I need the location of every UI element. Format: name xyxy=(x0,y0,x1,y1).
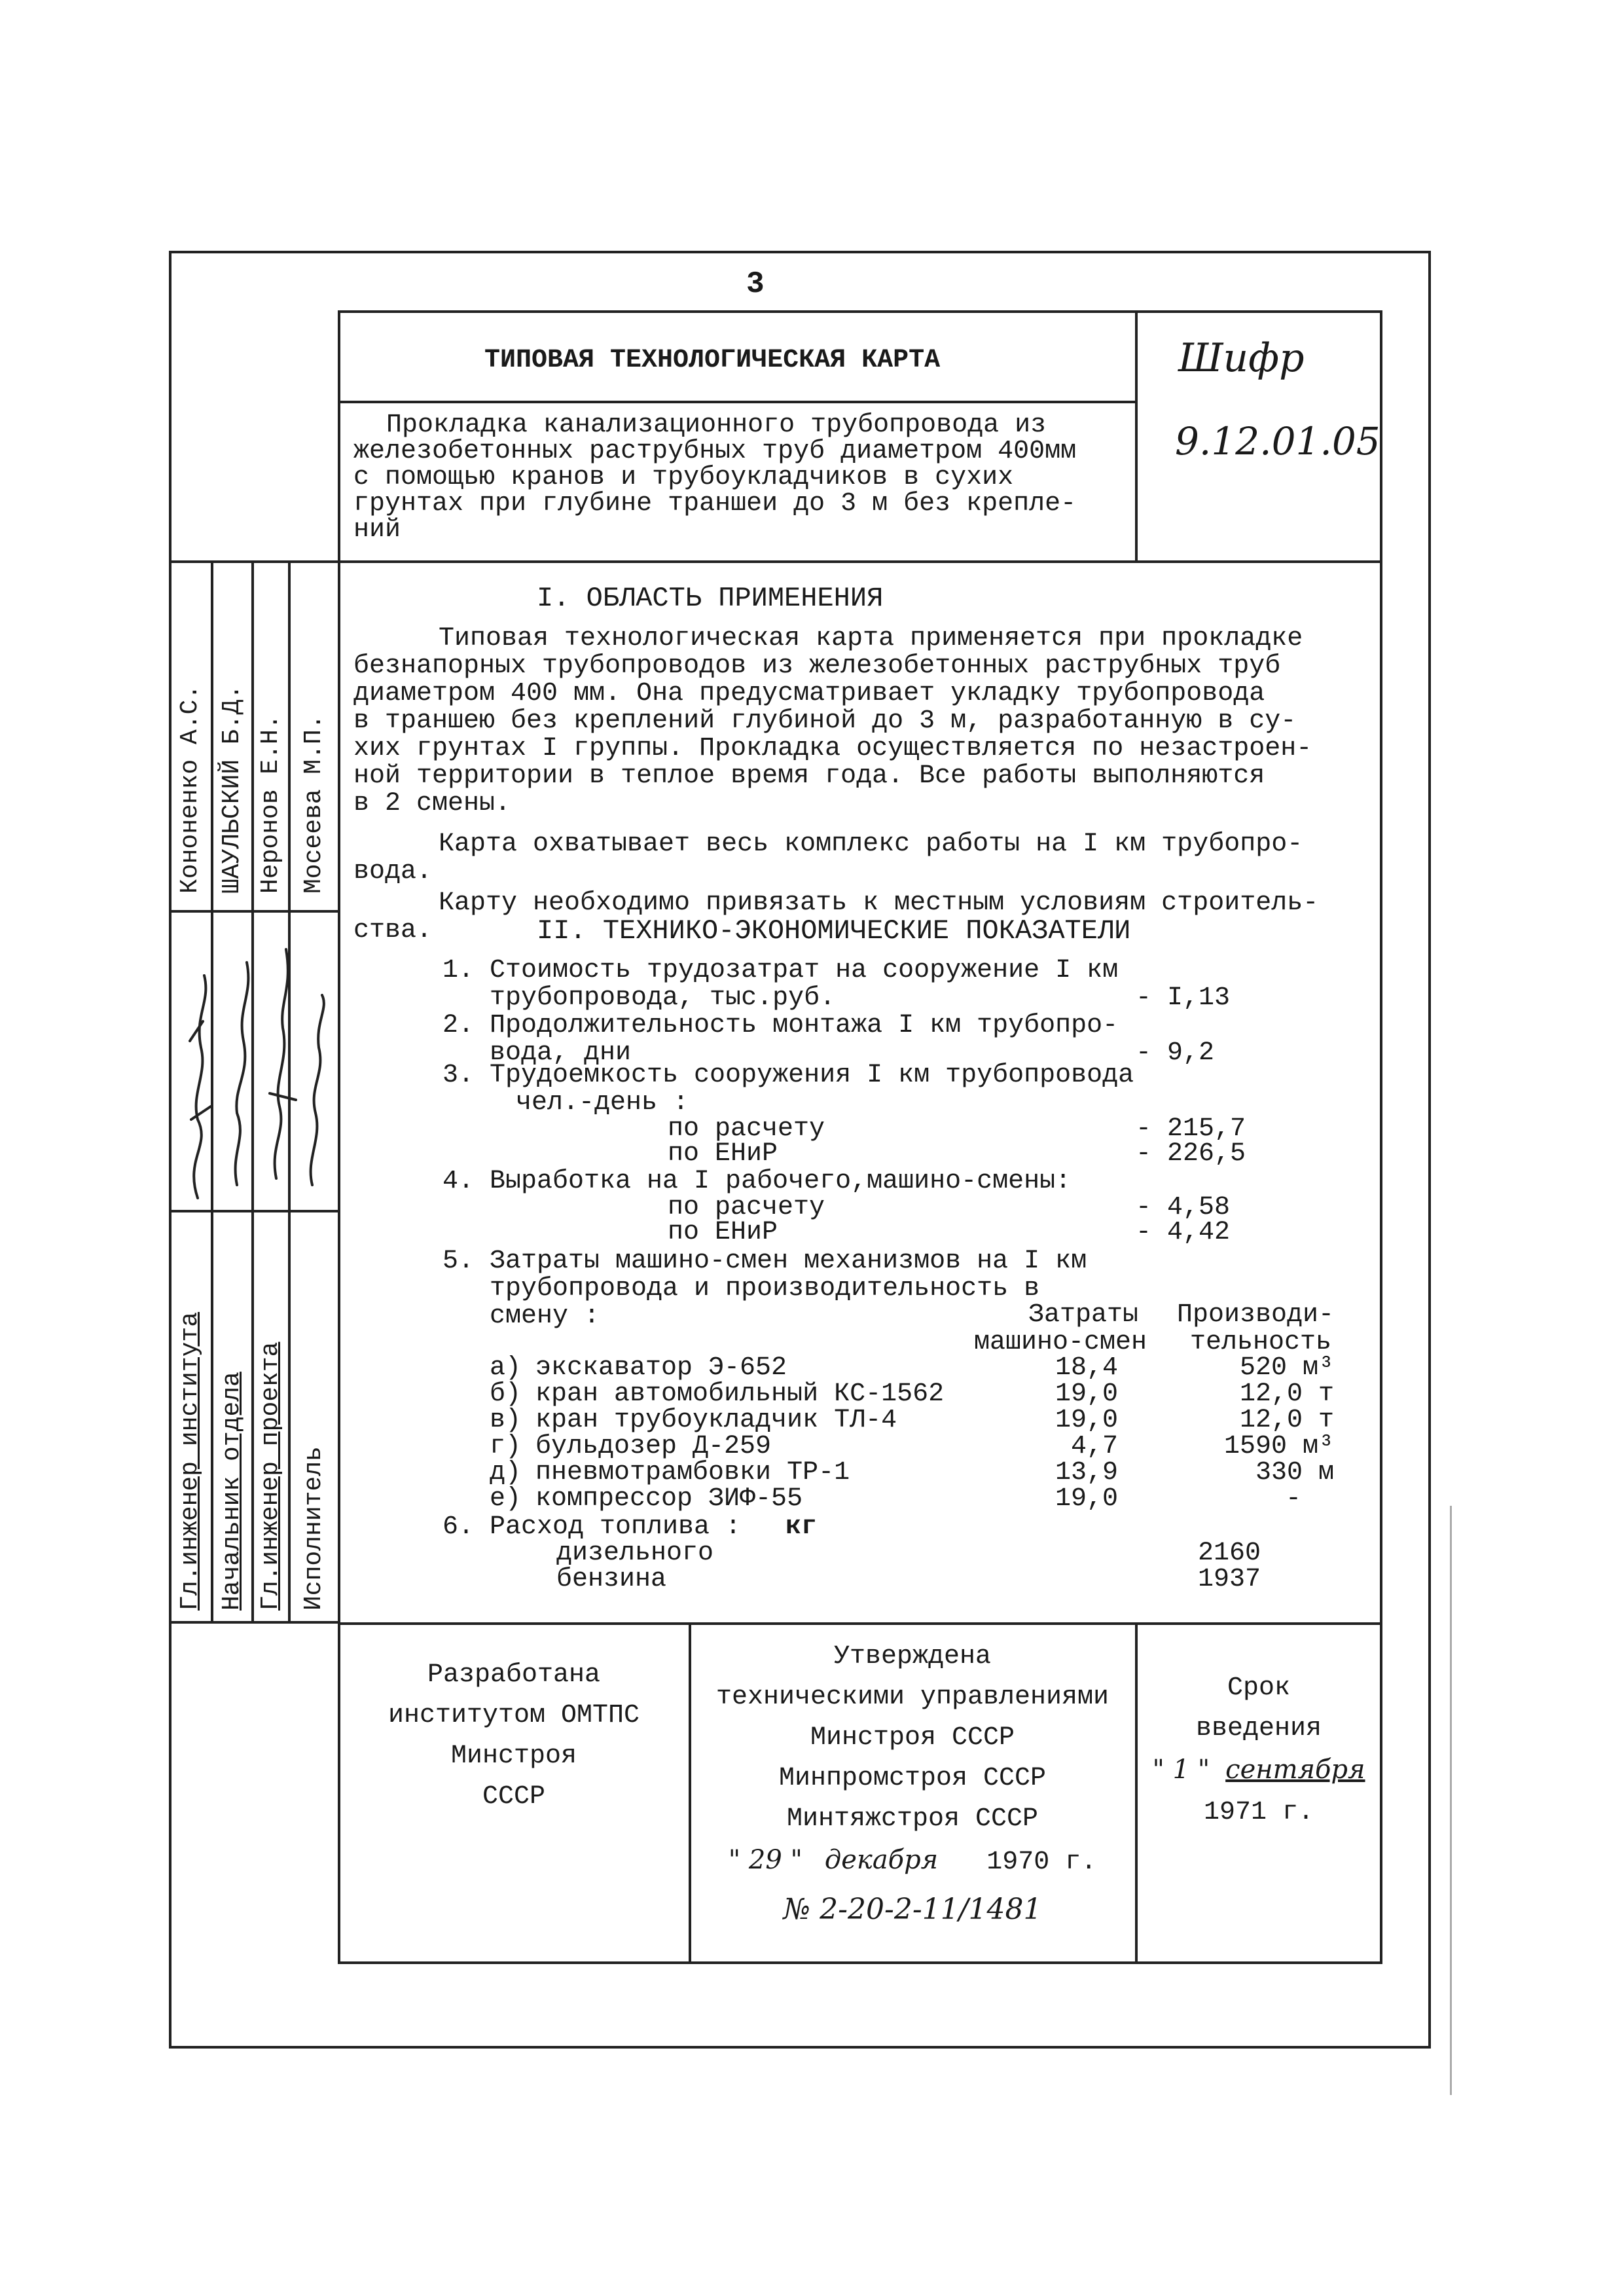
costs-header xyxy=(962,1302,1159,1357)
approved-date-year: 1970 г. xyxy=(986,1848,1097,1877)
subject-line: с помощью кранов и трубоукладчиков в сухих xyxy=(353,463,1014,492)
header-bottom xyxy=(169,560,1382,563)
machine-name: бульдозер Д-259 xyxy=(535,1432,772,1461)
machine-shifts: 19,0 xyxy=(1055,1379,1118,1409)
approved-line: Минстроя СССР xyxy=(810,1723,1015,1753)
machine-shifts: 18,4 xyxy=(1055,1353,1118,1383)
item-value: - 9,2 xyxy=(1136,1038,1215,1068)
machine-shifts: 19,0 xyxy=(1055,1406,1118,1435)
item-text xyxy=(490,1012,1118,1067)
item-number: 1. xyxy=(442,956,475,985)
labor-value: - 226,5 xyxy=(1136,1139,1246,1169)
item-value: - I,13 xyxy=(1136,983,1231,1013)
subject-line: грунтах при глубине траншеи до 3 м без крепле- xyxy=(353,489,1077,519)
output-label: по ЕНиР xyxy=(668,1218,778,1247)
costs-header-line: Затраты xyxy=(1028,1300,1139,1330)
section1-line: Карту необходимо привязать к местным условиям строитель- xyxy=(439,888,1319,918)
approved-block xyxy=(691,1637,1134,1930)
developed-line: СССР xyxy=(482,1782,545,1812)
frame-top xyxy=(169,251,1431,253)
section1-line: Типовая технологическая карта применяется при прокладке xyxy=(439,624,1303,653)
item-line: чел.-день : xyxy=(516,1088,689,1118)
productivity-header-line: Производи- xyxy=(1177,1300,1335,1330)
subject-block xyxy=(353,412,1076,543)
frame-right xyxy=(1428,251,1431,2049)
developed-line: институтом ОМТПС xyxy=(388,1701,640,1730)
document-title: ТИПОВАЯ ТЕХНОЛОГИЧЕСКАЯ КАРТА xyxy=(484,346,941,375)
machine-letter: а) xyxy=(490,1353,522,1383)
scan-edge-mark xyxy=(1450,1506,1452,2095)
section1-line: диаметром 400 мм. Она предусматривает укладку трубопровода xyxy=(353,679,1265,708)
approved-date-month: декабря xyxy=(824,1845,939,1875)
sidebar-row-2 xyxy=(169,1210,340,1212)
approved-line: техническими управлениями xyxy=(715,1683,1110,1712)
machine-productivity: 520 м³ xyxy=(1239,1353,1334,1383)
machine-productivity: 12,0 т xyxy=(1239,1406,1334,1435)
item-text xyxy=(490,1062,1134,1117)
subject-line: Прокладка канализационного трубопровода из xyxy=(386,410,1047,440)
machine-productivity: - xyxy=(1285,1484,1301,1514)
machine-name: кран автомобильный КС-1562 xyxy=(535,1379,945,1409)
machine-shifts: 4,7 xyxy=(1070,1432,1118,1461)
footer-top xyxy=(338,1622,1382,1625)
machine-name: экскаватор Э-652 xyxy=(535,1353,787,1383)
fuel-value: 2160 xyxy=(1198,1539,1261,1568)
machine-letter: б) xyxy=(490,1379,522,1409)
productivity-header-line: тельность xyxy=(1190,1328,1332,1357)
item-line: смену : xyxy=(490,1302,600,1331)
inner-right xyxy=(1380,310,1382,1964)
output-value: - 4,42 xyxy=(1136,1218,1231,1247)
machine-letter: г) xyxy=(490,1432,522,1461)
productivity-header xyxy=(1177,1302,1334,1357)
section1-body xyxy=(353,625,1318,945)
item-number: 5. xyxy=(442,1247,475,1276)
sidebar-role: Начальник отдела xyxy=(218,1372,246,1611)
fuel-value: 1937 xyxy=(1198,1565,1261,1594)
header-mid xyxy=(338,401,1136,403)
sidebar-name: Неронов Е.Н. xyxy=(257,714,285,894)
section1-line: хих грунтах I группы. Прокладка осуществляется по незастроен- xyxy=(353,734,1312,763)
machine-shifts: 13,9 xyxy=(1055,1458,1118,1487)
sidebar-name: Кононенко А.С. xyxy=(176,684,204,894)
item-number: 6. xyxy=(442,1512,475,1542)
machine-name: кран трубоукладчик ТЛ-4 xyxy=(535,1406,897,1435)
item-number: 2. xyxy=(442,1011,475,1040)
labor-label: по ЕНиР xyxy=(668,1139,778,1169)
term-day: " 1 " xyxy=(1152,1755,1210,1785)
machine-productivity: 1590 м³ xyxy=(1223,1432,1334,1461)
item-line: Затраты машино-смен механизмов на I км xyxy=(490,1247,1087,1276)
item-line: Стоимость трудозатрат на сооружение I км xyxy=(490,956,1119,985)
sidebar-row-3 xyxy=(169,1621,340,1624)
item-number: 4. xyxy=(442,1167,475,1196)
section1-line: ной территории в теплое время года. Все работы выполняются xyxy=(353,761,1265,791)
costs-header-line: машино-смен xyxy=(973,1328,1147,1357)
section1-line: вода. xyxy=(353,857,433,886)
labor-value: - 215,7 xyxy=(1136,1114,1246,1144)
machine-letter: е) xyxy=(490,1484,522,1514)
approved-number: № 2-20-2-11/1481 xyxy=(783,1893,1042,1926)
machine-productivity: 330 м xyxy=(1255,1458,1334,1487)
developed-block xyxy=(340,1655,687,1817)
signatures-image xyxy=(171,923,339,1205)
frame-bottom xyxy=(169,2046,1431,2049)
term-line: введения xyxy=(1195,1714,1322,1743)
labor-label: по расчету xyxy=(668,1114,825,1144)
item-line: трубопровода, тыс.руб. xyxy=(490,983,836,1013)
item-text: Выработка на I рабочего,машино-смены: xyxy=(490,1167,1072,1196)
machine-letter: в) xyxy=(490,1406,522,1435)
term-block xyxy=(1138,1668,1380,1833)
approved-line: Утверждена xyxy=(833,1642,992,1671)
sidebar-role: Гл.инженер института xyxy=(176,1311,204,1611)
subject-line: железобетонных раструбных труб диаметром 400мм xyxy=(353,437,1077,466)
footer-bottom xyxy=(338,1961,1382,1964)
machine-productivity: 12,0 т xyxy=(1239,1379,1334,1409)
item-number: 3. xyxy=(442,1061,475,1090)
approved-date-day: " 29 " xyxy=(728,1845,803,1875)
approved-line: Минтяжстроя СССР xyxy=(786,1804,1039,1834)
section1-heading: I. ОБЛАСТЬ ПРИМЕНЕНИЯ xyxy=(537,583,884,614)
item-line: Трудоемкость сооружения I км трубопровода xyxy=(490,1061,1134,1090)
header-top xyxy=(338,310,1382,313)
section1-line: безнапорных трубопроводов из железобетонных раструбных труб xyxy=(353,651,1281,681)
sidebar-role: Исполнитель xyxy=(300,1446,328,1611)
term-year: 1971 г. xyxy=(1203,1798,1314,1827)
item-line: Продолжительность монтажа I км трубопро- xyxy=(490,1011,1119,1040)
machine-name: компрессор ЗИФ-55 xyxy=(535,1484,803,1514)
developed-line: Разработана xyxy=(427,1660,601,1690)
machine-name: пневмотрамбовки ТР-1 xyxy=(535,1458,850,1487)
page-number: 3 xyxy=(746,267,765,301)
fuel-label: бензина xyxy=(556,1565,667,1594)
sidebar-row-1 xyxy=(169,910,340,913)
machine-shifts: 19,0 xyxy=(1055,1484,1118,1514)
output-value: - 4,58 xyxy=(1136,1193,1231,1222)
section1-line: в траншею без креплений глубиной до 3 м, разработанную в су- xyxy=(353,706,1297,736)
sidebar-role: Гл.инженер проекта xyxy=(257,1341,285,1611)
cipher-value: 9.12.01.05 xyxy=(1175,419,1380,464)
item-text xyxy=(490,957,1118,1012)
sidebar-name: Мосеева М.П. xyxy=(300,714,328,894)
term-month: сентября xyxy=(1225,1755,1365,1785)
item-line: вода, дни xyxy=(490,1038,632,1068)
machine-letter: д) xyxy=(490,1458,522,1487)
section2-heading: II. ТЕХНИКО-ЭКОНОМИЧЕСКИЕ ПОКАЗАТЕЛИ xyxy=(537,915,1131,947)
term-line: Срок xyxy=(1227,1673,1290,1703)
subject-line: ний xyxy=(353,515,401,545)
section1-line: ства. xyxy=(353,916,433,945)
developed-line: Минстроя xyxy=(450,1741,577,1771)
item-text: Расход топлива : xyxy=(490,1512,742,1542)
cipher-divider xyxy=(1135,310,1138,563)
approved-line: Минпромстроя СССР xyxy=(778,1764,1047,1793)
approved-date xyxy=(691,1840,1134,1883)
fuel-unit: кг xyxy=(785,1512,818,1542)
sidebar-name: ШАУЛЬСКИЙ Б.Д. xyxy=(218,684,246,894)
item-line: трубопровода и производительность в xyxy=(490,1274,1040,1303)
section1-line: в 2 смены. xyxy=(353,789,511,818)
section1-line: Карта охватывает весь комплекс работы на I км трубопро- xyxy=(439,829,1303,859)
term-date xyxy=(1138,1749,1380,1793)
fuel-label: дизельного xyxy=(556,1539,714,1568)
output-label: по расчету xyxy=(668,1193,825,1222)
cipher-label: Шифр xyxy=(1178,335,1305,381)
